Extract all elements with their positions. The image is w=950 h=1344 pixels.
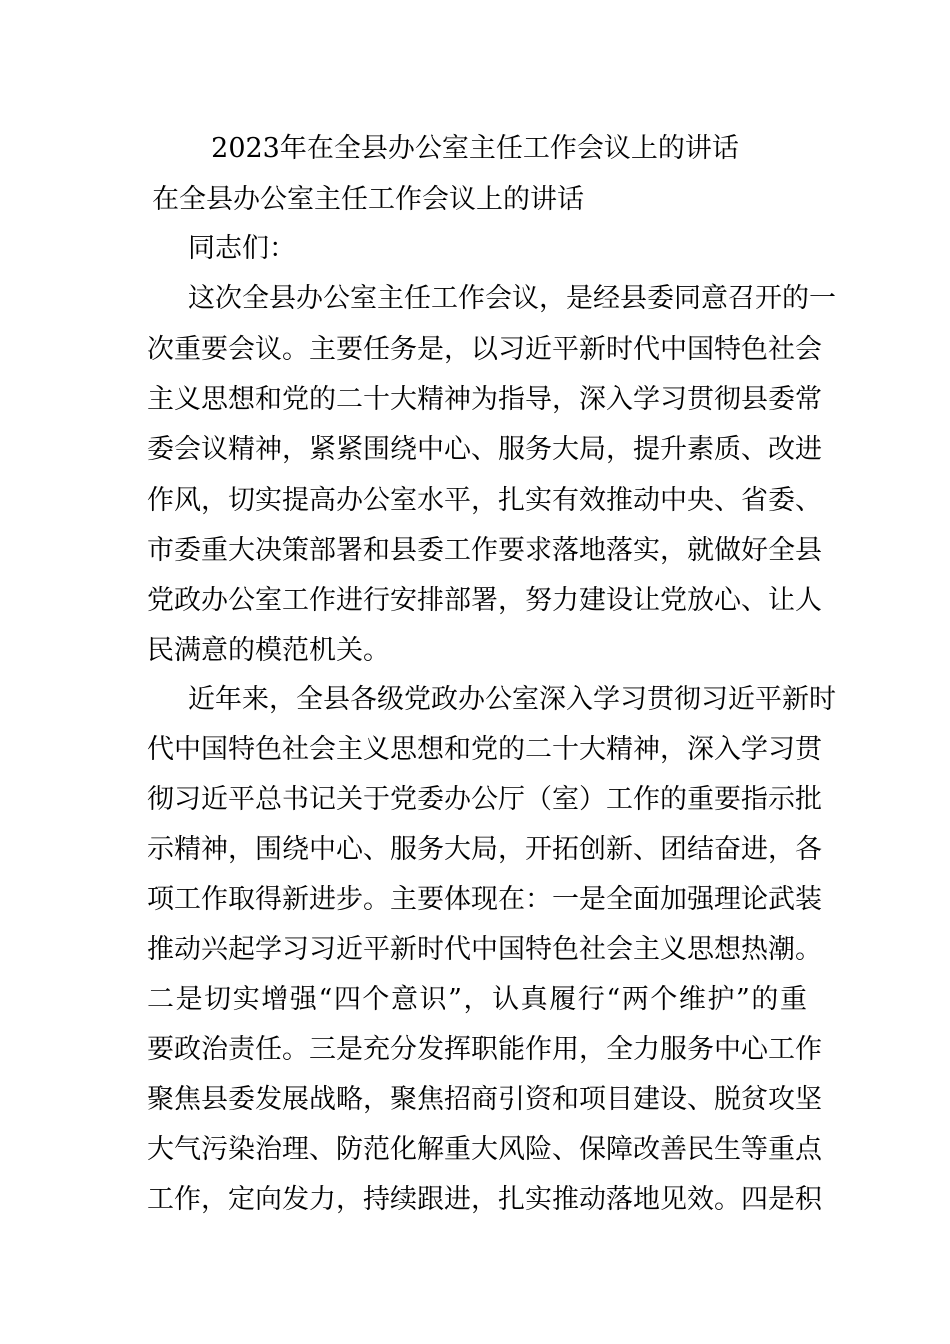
paragraph-line: 主义思想和党的二十大精神为指导，深入学习贯彻县委常 (147, 384, 822, 415)
document-title: 2023年在全县办公室主任工作会议上的讲话 (211, 133, 739, 164)
paragraph-line: 大气污染治理、防范化解重大风险、保障改善民生等重点 (147, 1134, 822, 1165)
paragraph-line: 市委重大决策部署和县委工作要求落地落实，就做好全县 (147, 535, 822, 566)
paragraph-line: 彻习近平总书记关于党委办公厅（室）工作的重要指示批 (147, 784, 822, 815)
paragraph-line: 聚焦县委发展战略，聚焦招商引资和项目建设、脱贫攻坚 (147, 1084, 822, 1115)
paragraph-line: 委会议精神，紧紧围绕中心、服务大局，提升素质、改进 (147, 434, 822, 465)
paragraph-line: 党政办公室工作进行安排部署，努力建设让党放心、让人 (147, 585, 822, 616)
paragraph-line: 作风，切实提高办公室水平，扎实有效推动中央、省委、 (147, 485, 822, 516)
paragraph-line: 要政治责任。三是充分发挥职能作用，全力服务中心工作 (147, 1034, 822, 1065)
paragraph-line: 推动兴起学习习近平新时代中国特色社会主义思想热潮。 (147, 934, 822, 965)
paragraph-line: 代中国特色社会主义思想和党的二十大精神，深入学习贯 (147, 734, 822, 765)
paragraph-line: 民满意的模范机关。 (147, 635, 390, 666)
paragraph-line: 示精神，围绕中心、服务大局，开拓创新、团结奋进，各 (147, 834, 822, 865)
paragraph-line: 工作，定向发力，持续跟进，扎实推动落地见效。四是积 (147, 1184, 822, 1215)
paragraph-line: 这次全县办公室主任工作会议，是经县委同意召开的一 (188, 283, 836, 314)
paragraph-line: 二是切实增强“四个意识”，认真履行“两个维护”的重 (147, 984, 807, 1015)
salutation: 同志们： (188, 233, 296, 264)
paragraph-line: 次重要会议。主要任务是，以习近平新时代中国特色社会 (147, 334, 822, 365)
paragraph-line: 近年来，全县各级党政办公室深入学习贯彻习近平新时 (188, 684, 836, 715)
document-subtitle: 在全县办公室主任工作会议上的讲话 (152, 184, 584, 215)
paragraph-line: 项工作取得新进步。主要体现在：一是全面加强理论武装 (147, 884, 822, 915)
